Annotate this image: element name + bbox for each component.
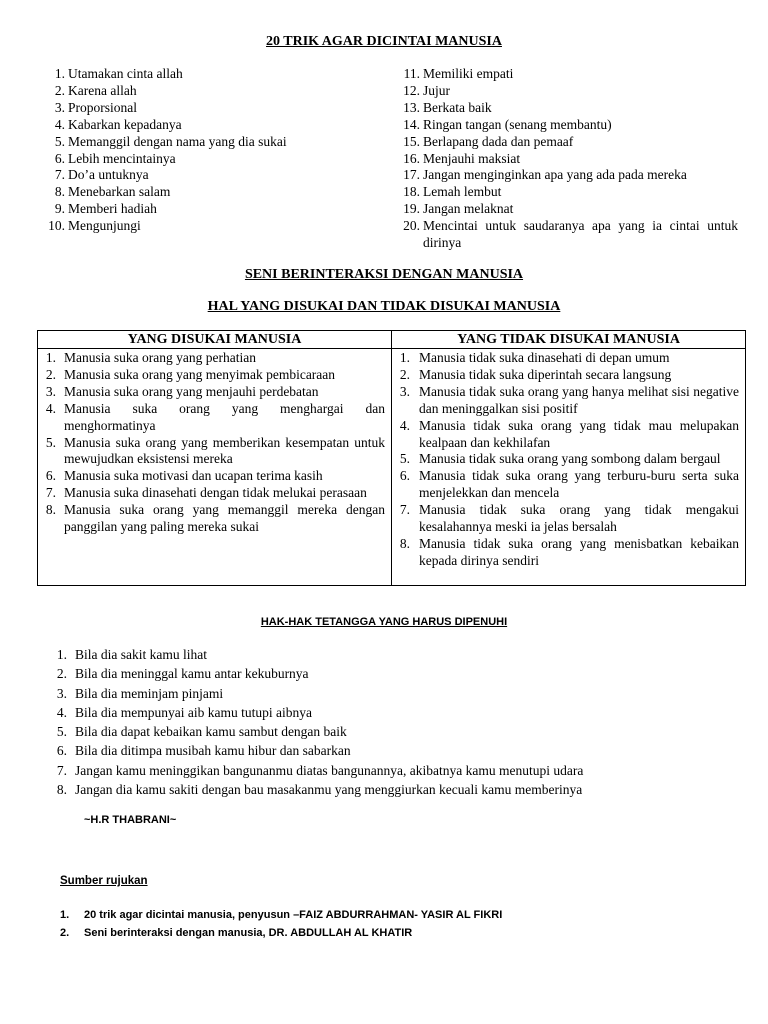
list-item [38, 184, 368, 201]
title-seni-berinteraksi: SENI BERINTERAKSI DENGAN MANUSIA [244, 267, 524, 282]
item-number: 18. [403, 184, 420, 200]
item-number: 7. [54, 167, 65, 183]
item-text: Bila dia sakit kamu lihat [75, 647, 207, 662]
item-text: Mengunjungi [68, 218, 141, 234]
item-number: 1. [399, 350, 410, 365]
item-text: Berlapang dada dan pemaaf [423, 133, 574, 149]
item-number: 8. [54, 184, 65, 200]
item-text: Jangan kamu meninggikan bangunanmu diatas bangunannya, akibatnya kamu menutupi udara [75, 762, 584, 778]
disliked-cell [392, 349, 746, 586]
list-item [38, 367, 391, 384]
item-number: 4. [399, 417, 410, 433]
item-text: Bila dia dapat kebaikan kamu sambut dengan baik [75, 724, 347, 740]
list-item [38, 468, 391, 485]
list-item [38, 384, 391, 401]
list-item [392, 502, 745, 536]
item-text: Karena allah [68, 82, 137, 98]
item-number: 1. [56, 647, 67, 662]
header-disliked: YANG TIDAK DISUKAI MANUSIA [392, 331, 746, 349]
list-item [52, 645, 752, 664]
list-item [394, 201, 738, 218]
item-text: Manusia tidak suka diperintah secara langsung [419, 366, 672, 382]
item-text: Manusia tidak suka dinasehati di depan umum [419, 350, 670, 365]
item-text: Utamakan cinta allah [68, 66, 183, 81]
item-text: Manusia tidak suka orang yang tidak mengakui kesalahannya meski ia jelas bersalah [419, 502, 739, 535]
item-text: Menjauhi maksiat [423, 150, 521, 166]
item-number: 8. [399, 535, 410, 551]
item-number: 5. [54, 133, 65, 149]
item-text: Manusia suka orang yang menyimak pembicaraan [64, 366, 336, 382]
item-text: Do’a untuknya [68, 167, 149, 183]
list-item [38, 66, 368, 83]
item-text: Manusia tidak suka orang yang terburu-buru serta suka menjelekkan dan mencela [419, 468, 739, 501]
item-number: 14. [403, 116, 420, 132]
list-item [392, 536, 745, 570]
list-item [394, 83, 738, 100]
list-item [52, 703, 752, 722]
list-item [52, 684, 752, 703]
likes-dislikes-table [37, 330, 746, 586]
list-item [392, 350, 745, 367]
list-item [60, 924, 502, 942]
references-list [60, 906, 502, 942]
item-number: 10. [48, 218, 65, 234]
hak-tetangga-list [52, 645, 752, 799]
list-item [394, 167, 738, 184]
list-item [38, 117, 368, 134]
item-number: 3. [399, 383, 410, 399]
item-text: Manusia tidak suka orang yang menisbatkan kebaikan kepada dirinya sendiri [419, 535, 739, 568]
item-text: Mencintai untuk saudaranya apa yang ia cintai untuk dirinya [423, 218, 738, 251]
item-number: 2. [54, 82, 65, 98]
sumber-rujukan-heading: Sumber rujukan [60, 875, 148, 887]
item-number: 1. [45, 350, 56, 365]
item-number: 4. [54, 116, 65, 132]
list-item [52, 664, 752, 683]
item-number: 3. [45, 383, 56, 399]
item-number: 16. [403, 150, 420, 166]
item-text: Jangan dia kamu sakiti dengan bau masakanmu yang menggiurkan kecuali kamu memberinya [75, 782, 583, 798]
list-item [392, 384, 745, 418]
list-item [38, 485, 391, 502]
hadith-source: ~H.R THABRANI~ [84, 814, 177, 826]
list-item [394, 134, 738, 151]
item-number: 5. [56, 724, 67, 740]
item-text: Berkata baik [423, 99, 492, 115]
list-item [394, 151, 738, 168]
liked-cell [38, 349, 392, 586]
list-item [38, 167, 368, 184]
item-text: Memanggil dengan nama yang dia sukai [68, 133, 287, 149]
item-number: 15. [403, 133, 420, 149]
list-item [52, 761, 752, 780]
item-number: 13. [403, 99, 420, 115]
liked-list [38, 350, 391, 536]
item-text: Bila dia ditimpa musibah kamu hibur dan sabarkan [75, 743, 351, 759]
item-number: 6. [45, 468, 56, 484]
item-number: 7. [45, 485, 56, 501]
item-text: Bila dia meninggal kamu antar kekuburnya [75, 666, 309, 682]
item-number: 17. [403, 167, 420, 183]
list-item [394, 184, 738, 201]
item-number: 5. [399, 451, 410, 467]
list-item [38, 502, 391, 536]
item-text: Kabarkan kepadanya [68, 116, 182, 132]
item-number: 12. [403, 82, 420, 98]
list-item [392, 418, 745, 452]
item-text: Menebarkan salam [68, 184, 171, 200]
item-text: 20 trik agar dicintai manusia, penyusun –FAIZ ABDURRAHMAN- YASIR AL FIKRI [84, 909, 503, 921]
list-item [394, 100, 738, 117]
list-item [38, 350, 391, 367]
item-number: 3. [54, 99, 65, 115]
item-number: 19. [403, 201, 420, 217]
item-text: Memiliki empati [423, 66, 514, 81]
item-text: Manusia tidak suka orang yang tidak mau melupakan kealpaan dan kekhilafan [419, 417, 739, 450]
item-number: 5. [45, 434, 56, 450]
item-text: Seni berinteraksi dengan manusia, DR. ABDULLAH AL KHATIR [84, 927, 413, 939]
item-text: Manusia suka orang yang perhatian [64, 350, 256, 365]
item-number: 1. [60, 909, 70, 921]
item-text: Lemah lembut [423, 184, 502, 200]
item-text: Manusia suka orang yang memanggil mereka dengan panggilan yang paling mereka sukai [64, 502, 385, 535]
title-hal-disukai: HAL YANG DISUKAI DAN TIDAK DISUKAI MANUSIA [207, 299, 561, 314]
title-20-trik: 20 TRIK AGAR DICINTAI MANUSIA [266, 34, 502, 49]
item-text: Manusia suka motivasi dan ucapan terima kasih [64, 468, 323, 484]
item-text: Proporsional [68, 99, 137, 115]
list-item [392, 367, 745, 384]
list-item [392, 451, 745, 468]
list-item [38, 218, 368, 235]
item-text: Manusia suka orang yang menghargai dan menghormatinya [64, 400, 385, 433]
list-item [38, 401, 391, 435]
item-number: 8. [45, 502, 56, 518]
item-number: 8. [56, 782, 67, 798]
item-number: 4. [45, 400, 56, 416]
list-item [38, 151, 368, 168]
item-number: 1. [54, 66, 65, 81]
list-item [52, 722, 752, 741]
tricks-list-left [38, 66, 368, 235]
item-text: Manusia suka orang yang menjauhi perdebatan [64, 383, 319, 399]
list-item [38, 83, 368, 100]
tricks-list-right [394, 66, 738, 252]
item-text: Manusia suka orang yang memberikan kesempatan untuk mewujudkan eksistensi mereka [64, 434, 385, 467]
list-item [38, 100, 368, 117]
list-item [38, 134, 368, 151]
list-item [394, 66, 738, 83]
item-number: 6. [399, 468, 410, 484]
list-item [392, 468, 745, 502]
item-number: 4. [56, 704, 67, 720]
item-number: 20. [403, 218, 420, 234]
item-number: 6. [56, 743, 67, 759]
item-text: Manusia tidak suka orang yang sombong dalam bergaul [419, 451, 721, 467]
disliked-list [392, 350, 745, 570]
item-text: Memberi hadiah [68, 201, 157, 217]
item-number: 3. [56, 685, 67, 701]
item-number: 2. [45, 366, 56, 382]
list-item [52, 780, 752, 799]
list-item [52, 741, 752, 760]
list-item [394, 218, 738, 252]
item-text: Bila dia mempunyai aib kamu tutupi aibnya [75, 704, 312, 720]
item-text: Bila dia meminjam pinjami [75, 685, 224, 701]
item-number: 2. [60, 927, 70, 939]
item-number: 9. [54, 201, 65, 217]
item-number: 7. [56, 762, 67, 778]
item-text: Jangan melaknat [423, 201, 514, 217]
list-item [60, 906, 502, 924]
header-liked: YANG DISUKAI MANUSIA [38, 331, 392, 349]
list-item [38, 435, 391, 469]
item-number: 6. [54, 150, 65, 166]
item-text: Lebih mencintainya [68, 150, 176, 166]
item-text: Manusia suka dinasehati dengan tidak melukai perasaan [64, 485, 367, 501]
item-text: Manusia tidak suka orang yang hanya melihat sisi negative dan meninggalkan sisi positif [419, 383, 739, 416]
item-number: 11. [403, 66, 420, 81]
item-text: Jangan menginginkan apa yang ada pada mereka [423, 167, 687, 183]
item-text: Ringan tangan (senang membantu) [423, 116, 612, 132]
list-item [394, 117, 738, 134]
item-number: 2. [56, 666, 67, 682]
item-text: Jujur [423, 82, 450, 98]
list-item [38, 201, 368, 218]
title-hak-tetangga: HAK-HAK TETANGGA YANG HARUS DIPENUHI [260, 616, 508, 628]
item-number: 7. [399, 502, 410, 518]
item-number: 2. [399, 366, 410, 382]
